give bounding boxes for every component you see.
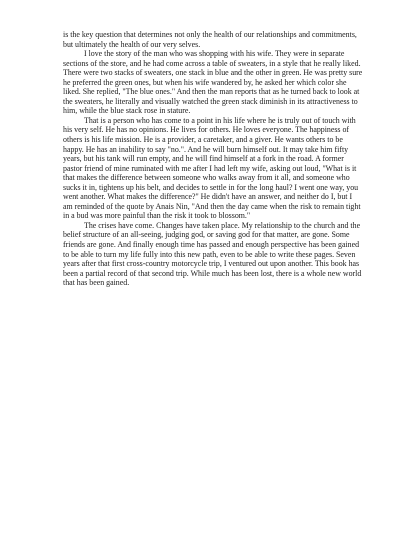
paragraph-3: That is a person who has come to a point in his life where he is truly out of touch with his very self. He has no opinions. He lives for others. He loves everyone. The happiness of others is his life mission. He is a provider, a caretaker, and a giver. He wants others to be happy. He has an inability to say "no.". And he will burn himself out. It may take him fifty years, but his tank will run empty, and he will find himself at a fork in the road. A former pastor friend of mine ruminated with me after I had left my wife, asking out loud, "What is it that makes the difference between someone who walks away from it all, and someone who sucks it in, tightens up his belt, and decides to settle in for the long haul? I went one way, you went another. What makes the difference?" He didn't have an answer, and neither do I, but I am reminded of the quote by Anais Nin, "And then the day came when the risk to remain tight in a bud was more painful than the risk it took to blossom."	[63, 115, 361, 221]
paragraph-1: is the key question that determines not only the health of our relationships and commitments, but ultimately the health of our very selves.	[63, 30, 357, 49]
paragraph-2: I love the story of the man who was shopping with his wife. They were in separate sections of the store, and he had come across a table of sweaters, in a style that he really liked. There were two stacks of sweaters, one stack in blue and the other in green. He was pretty sure he preferred the green ones, but when his wife wandered by, he asked her which color she liked. She replied, "The blue ones." And then the man reports that as he turned back to look at the sweaters, he literally and visually watched the green stack diminish in its attractiveness to him, while the blue stack rose in stature.	[63, 49, 363, 116]
body-text	[63, 30, 363, 288]
paragraph-4: The crises have come. Changes have taken place. My relationship to the church and the belief structure of an all-seeing, judging god, or saving god for that matter, are gone. Some friends are gone. And finally enough time has passed and enough perspective has been gained to be able to turn my life fully into this new path, even to be able to write these pages. Seven years after that first cross-country motorcycle trip, I ventured out upon another. This book has been a partial record of that second trip. While much has been lost, there is a whole new world that has been gained.	[63, 220, 362, 288]
